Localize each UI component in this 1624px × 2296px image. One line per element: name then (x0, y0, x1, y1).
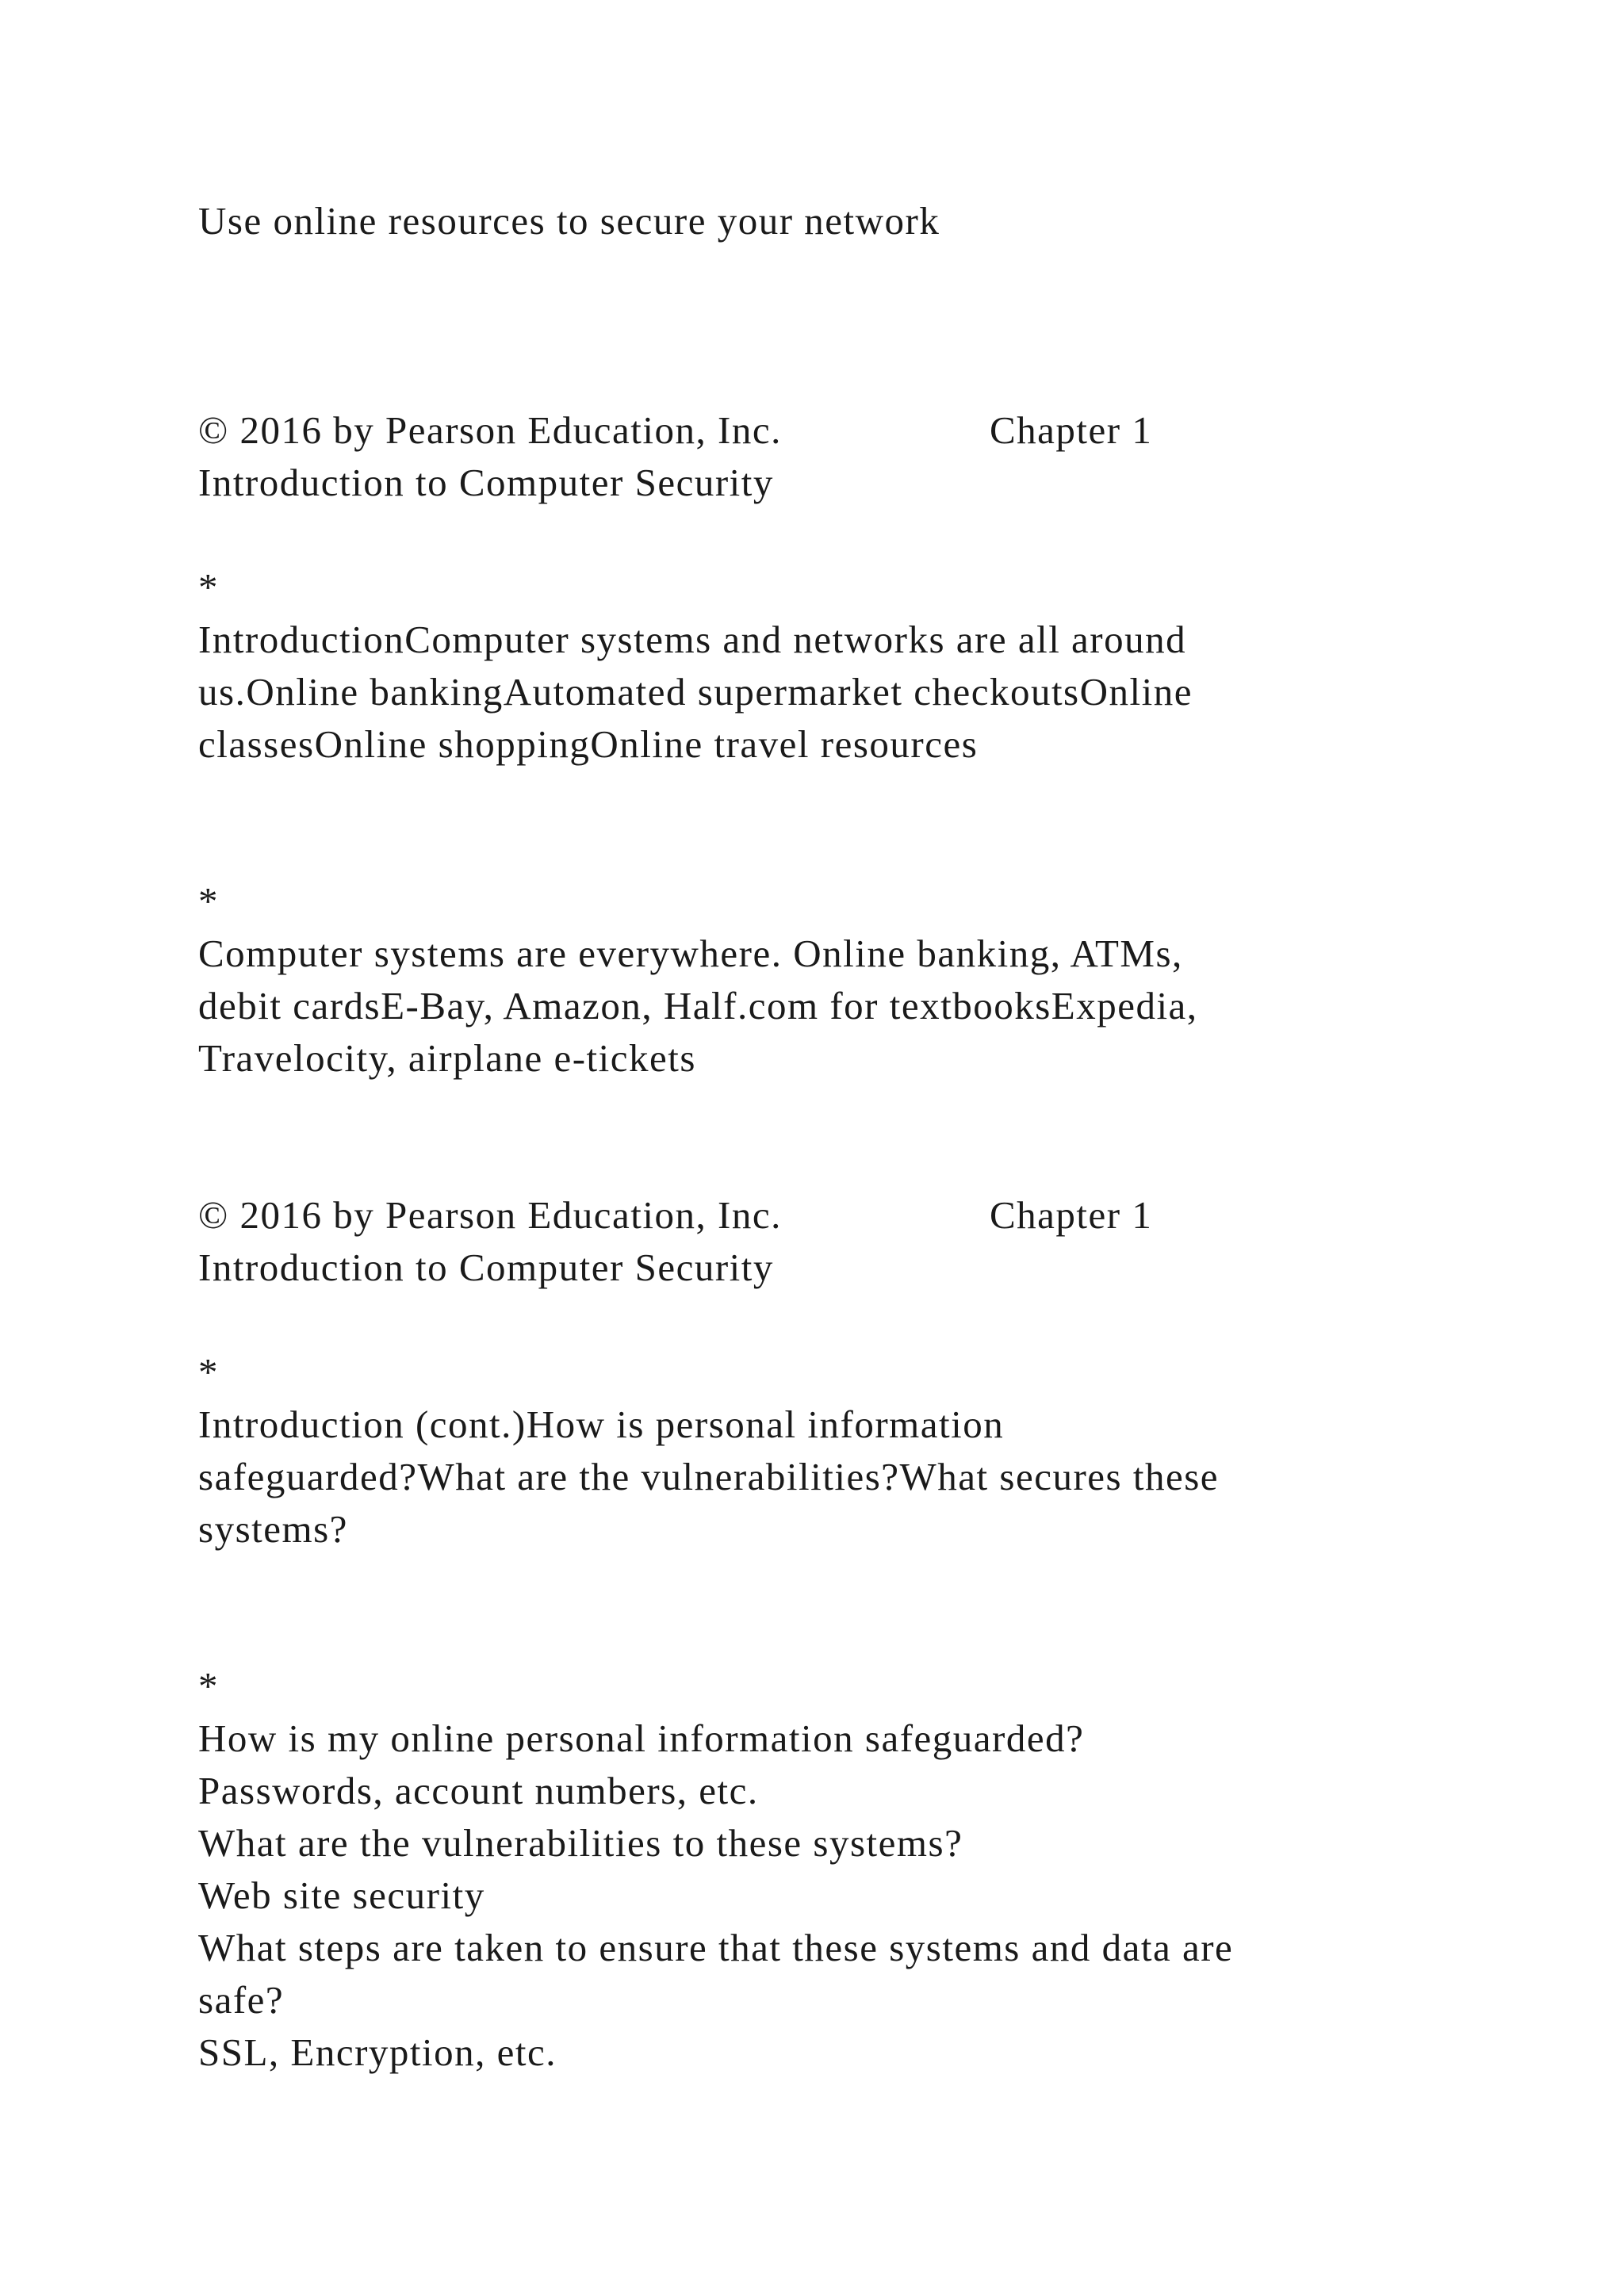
intro-line: us.Online bankingAutomated supermarket checkoutsOnline (198, 670, 1193, 714)
notes-line: SSL, Encryption, etc. (198, 2030, 557, 2074)
notes-line: What are the vulnerabilities to these systems? (198, 1821, 963, 1865)
slide-separator: * (198, 1350, 219, 1394)
notes-line: Passwords, account numbers, etc. (198, 1769, 759, 1812)
notes-line: How is my online personal information safeguarded? (198, 1716, 1085, 1760)
slide-separator: * (198, 879, 219, 923)
copyright-line: © 2016 by Pearson Education, Inc. (198, 408, 782, 452)
chapter-label: Chapter 1 (990, 1193, 1153, 1237)
notes-line: safe? (198, 1978, 285, 2022)
notes-line: Computer systems are everywhere. Online banking, ATMs, (198, 932, 1183, 975)
intro-cont-line: safeguarded?What are the vulnerabilities?What secures these (198, 1455, 1220, 1498)
chapter-label: Chapter 1 (990, 408, 1153, 452)
copyright-line: © 2016 by Pearson Education, Inc. (198, 1193, 782, 1237)
notes-line: What steps are taken to ensure that these systems and data are (198, 1926, 1234, 1969)
intro-cont-line: Introduction (cont.)How is personal information (198, 1402, 1005, 1446)
intro-line: IntroductionComputer systems and networks are all around (198, 618, 1187, 661)
slide-separator: * (198, 565, 219, 609)
slide-separator: * (198, 1664, 219, 1708)
intro-cont-line: systems? (198, 1507, 348, 1551)
intro-line: classesOnline shoppingOnline travel resources (198, 722, 979, 766)
chapter-subtitle: Introduction to Computer Security (198, 1246, 774, 1289)
notes-line: Web site security (198, 1873, 485, 1917)
title-line: Use online resources to secure your network (198, 199, 940, 243)
chapter-subtitle: Introduction to Computer Security (198, 461, 774, 504)
notes-line: debit cardsE-Bay, Amazon, Half.com for textbooksExpedia, (198, 984, 1198, 1027)
notes-line: Travelocity, airplane e-tickets (198, 1036, 696, 1080)
